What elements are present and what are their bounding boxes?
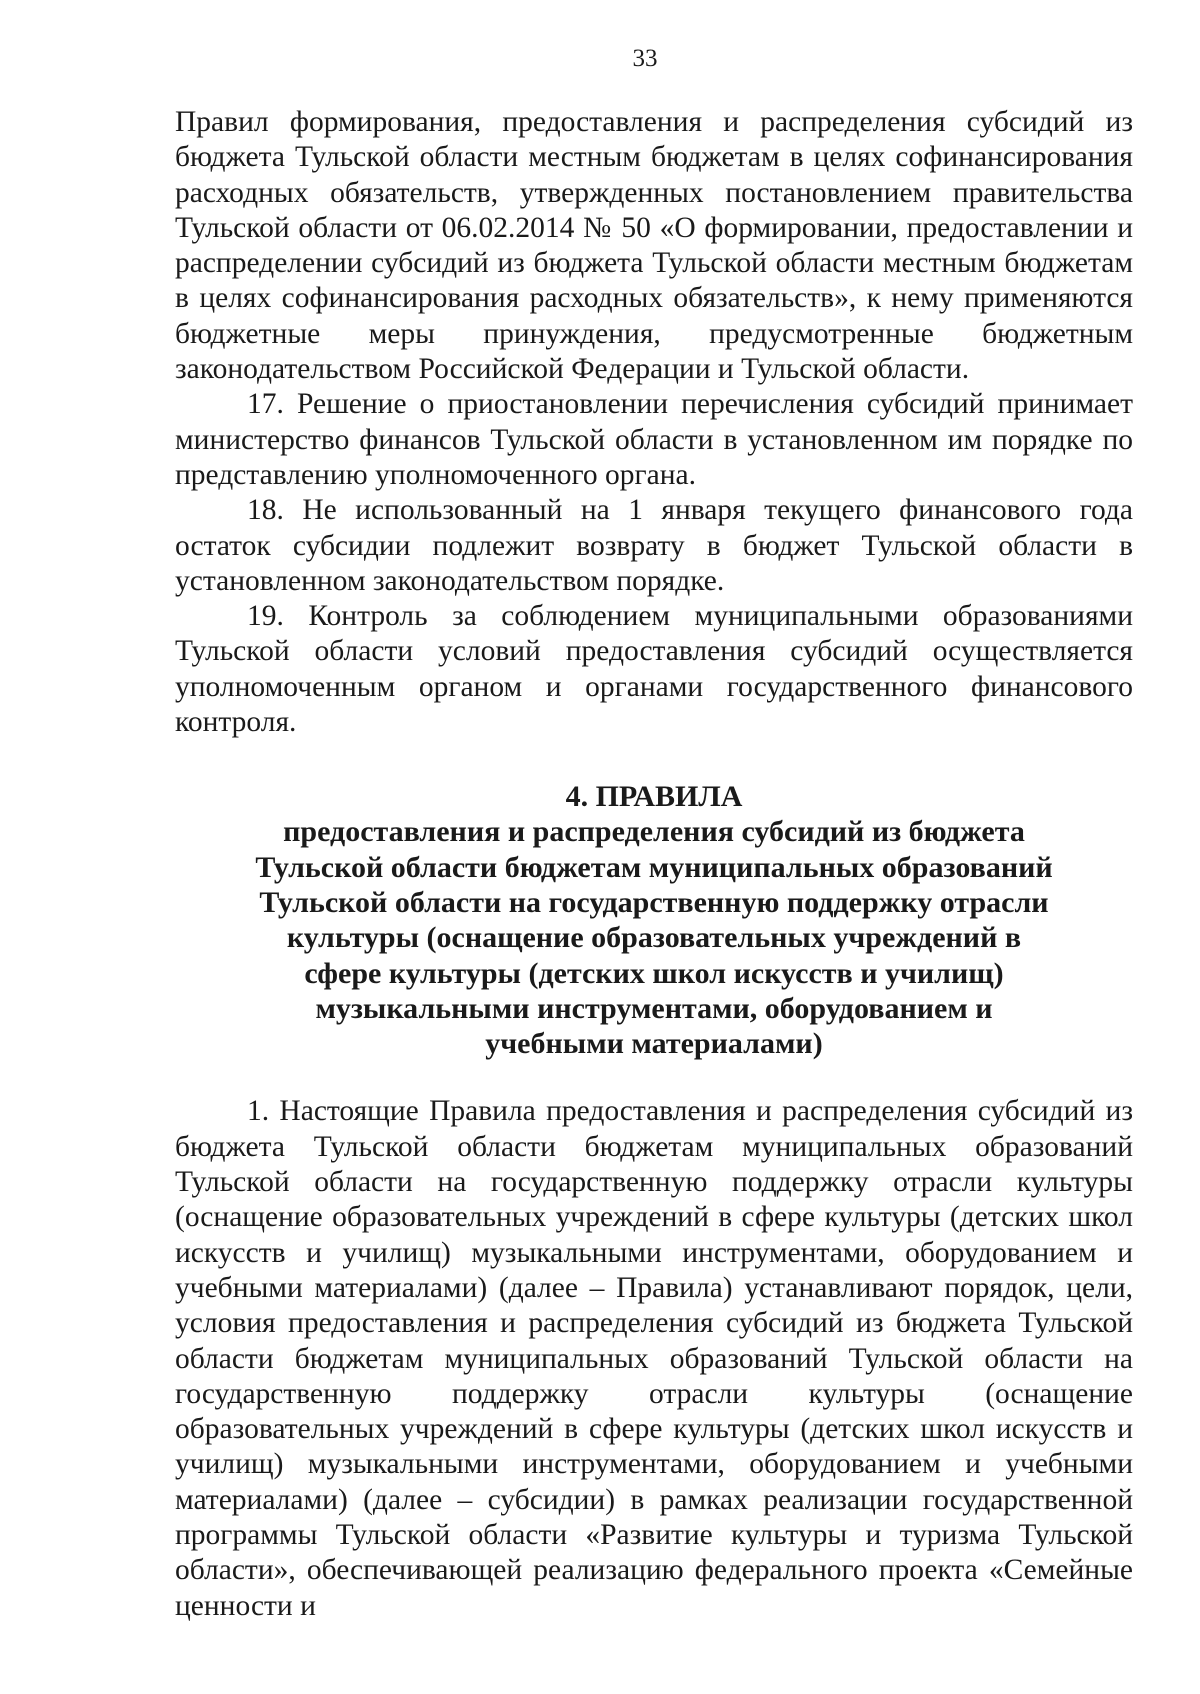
section-heading-number: 4. ПРАВИЛА bbox=[565, 780, 743, 814]
paragraph-1: 1. Настоящие Правила предоставления и распределения субсидий из бюджета Тульской области бюджетам муниципальных образований Тульской области на государственную поддержку отрасли культуры (оснащение образовательных учреждений в сфере культуры (детских школ искусств и училищ) музыкальными инструментами, оборудованием и учебными материалами) (далее – Правила) устанавливают порядок, цели, условия предоставления и распределения субсидий из бюджета Тульской области бюджетам муниципальных образований Тульской области на государственную поддержку отрасли культуры (оснащение образовательных учреждений в сфере культуры (детских школ искусств и училищ) музыкальными инструментами, оборудованием и учебными материалами) (далее – субсидии) в рамках реализации государственной программы Тульской области «Развитие культуры и туризма Тульской области», обеспечивающей реализацию федерального проекта «Семейные ценности и bbox=[175, 1095, 1133, 1622]
page-number: 33 bbox=[632, 45, 658, 72]
section-heading-title: предоставления и распределения субсидий из бюджета Тульской области бюджетам муниципальных образований Тульской области на государственную поддержку отрасли культуры (оснащение образовательных учреждений в сфере культуры (детских школ искусств и училищ) музыкальными инструментами, оборудованием и учебными материалами) bbox=[255, 815, 1053, 1061]
continuation-paragraph: Правил формирования, предоставления и распределения субсидий из бюджета Тульской области местным бюджетам в целях софинансирования расходных обязательств, утвержденных постановлением правительства Тульской области от 06.02.2014 № 50 «О формировании, предоставлении и распределении субсидий из бюджета Тульской области местным бюджетам в целях софинансирования расходных обязательств», к нему применяются бюджетные меры принуждения, предусмотренные бюджетным законодательством Российской Федерации и Тульской области. bbox=[175, 106, 1133, 386]
paragraph-18: 18. Не использованный на 1 января текущего финансового года остаток субсидии подлежит возврату в бюджет Тульской области в установленном законодательством порядке. bbox=[175, 494, 1133, 597]
paragraph-19: 19. Контроль за соблюдением муниципальными образованиями Тульской области условий предоставления субсидий осуществляется уполномоченным органом и органами государственного финансового контроля. bbox=[175, 600, 1133, 739]
document-body bbox=[175, 105, 1133, 1624]
paragraph-17: 17. Решение о приостановлении перечисления субсидий принимает министерство финансов Тульской области в установленном им порядке по представлению уполномоченного органа. bbox=[175, 388, 1133, 491]
